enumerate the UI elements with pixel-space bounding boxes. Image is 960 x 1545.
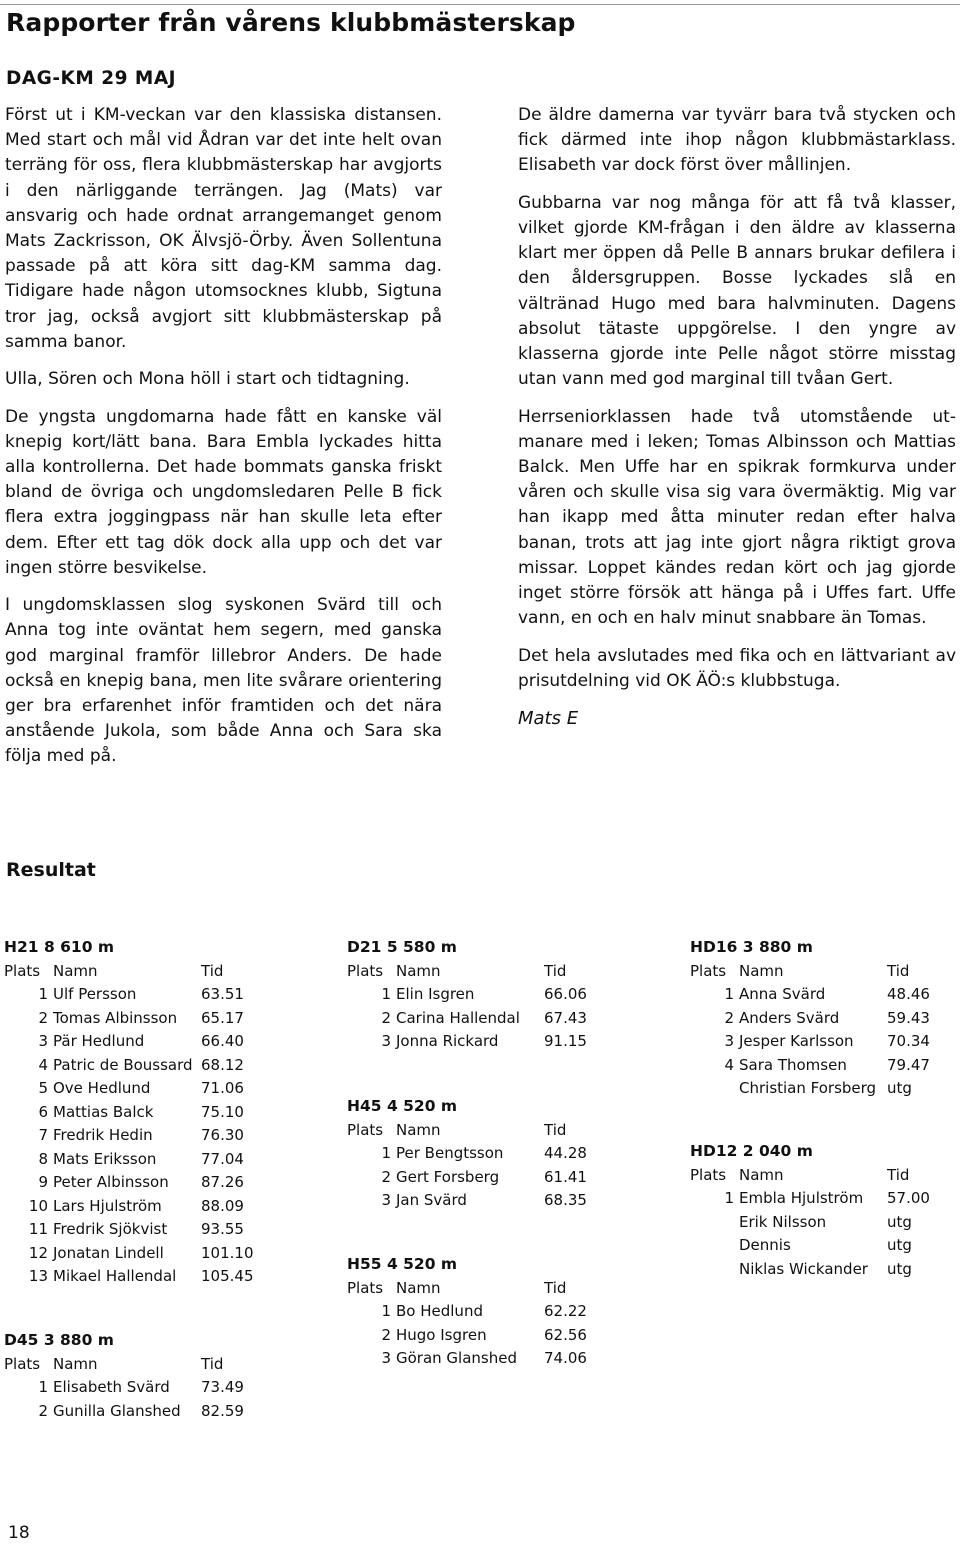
paragraph: De yngsta ungdomarna hade fått en kanske väl knepig kort/lätt bana. Bara Embla lyckades hitta alla kontrollerna. Det hade bommats ganska friskt bland de övriga och ungdomsledaren Pelle B fick flera extra joggingpass när han skulle leta efter dem. Efter ett tag dök dock alla upp och det var ingen större besvikelse. <box>5 406 442 578</box>
name-cell: Elin Isgren <box>396 985 475 1003</box>
place-cell: 4 <box>724 1055 734 1074</box>
table-row <box>4 1400 271 1424</box>
place-cell: 1 <box>724 1189 734 1207</box>
table-row <box>347 1030 614 1054</box>
results-hd16 <box>690 936 957 1101</box>
time-cell: 79.47 <box>887 1055 930 1074</box>
table-row <box>347 1007 614 1031</box>
results-h45 <box>347 1095 614 1213</box>
time-cell: 76.30 <box>201 1126 244 1144</box>
time-cell: 62.56 <box>544 1325 587 1344</box>
name-cell: Göran Glanshed <box>396 1349 517 1367</box>
name-cell: Bo Hedlund <box>396 1302 483 1320</box>
column-header: Namn <box>53 961 98 980</box>
table-row <box>347 1142 614 1166</box>
place-cell <box>690 1077 739 1101</box>
column-header: Tid <box>544 1120 567 1139</box>
name-cell: Jan Svärd <box>396 1191 467 1209</box>
name-cell: Niklas Wickander <box>739 1259 868 1278</box>
place-cell: 12 <box>28 1243 48 1262</box>
table-row <box>4 983 271 1007</box>
results-class-heading: D45 3 880 m <box>4 1331 114 1349</box>
place-cell: 2 <box>381 1167 391 1186</box>
table-row <box>690 1030 957 1054</box>
table-row <box>690 1258 957 1282</box>
place-cell: 13 <box>28 1267 48 1285</box>
time-cell: 66.06 <box>544 985 587 1003</box>
results-table <box>347 1277 614 1371</box>
top-rule <box>0 4 960 5</box>
time-cell: 91.15 <box>544 1032 587 1050</box>
time-cell: 62.22 <box>544 1302 587 1320</box>
name-cell: Dennis <box>739 1236 791 1254</box>
table-row <box>690 983 957 1007</box>
name-cell: Ulf Persson <box>53 985 137 1003</box>
table-row <box>347 1166 614 1190</box>
results-table <box>347 960 614 1054</box>
place-cell: 3 <box>724 1032 734 1050</box>
time-cell: 75.10 <box>201 1102 244 1121</box>
results-class-heading: D21 5 580 m <box>347 938 457 956</box>
paragraph: Det hela avslutades med fika och en lättvariant av prisutdelning vid OK ÄÖ:s klubbstuga. <box>518 645 956 691</box>
table-row <box>4 1195 271 1219</box>
time-cell: 88.09 <box>201 1196 244 1215</box>
results-h55 <box>347 1253 614 1371</box>
results-class-heading: H45 4 520 m <box>347 1097 458 1115</box>
place-cell: 1 <box>38 1378 48 1396</box>
table-header-row <box>690 960 957 984</box>
right-column <box>518 103 956 731</box>
time-cell: utg <box>887 1259 912 1278</box>
time-cell: 44.28 <box>544 1144 587 1162</box>
table-row <box>4 1054 271 1078</box>
name-cell: Elisabeth Svärd <box>53 1378 170 1396</box>
name-cell: Gert Forsberg <box>396 1167 500 1186</box>
left-column <box>5 103 442 782</box>
table-row <box>347 1189 614 1213</box>
time-cell: 65.17 <box>201 1008 244 1027</box>
time-cell: 74.06 <box>544 1349 587 1367</box>
table-header-row <box>347 960 614 984</box>
place-cell: 6 <box>38 1102 48 1121</box>
place-cell: 10 <box>28 1196 48 1215</box>
column-header: Namn <box>53 1354 98 1373</box>
column-header: Plats <box>4 961 41 980</box>
column-header: Namn <box>396 961 441 980</box>
table-header-row <box>347 1277 614 1301</box>
time-cell: 57.00 <box>887 1189 930 1207</box>
column-header: Plats <box>690 1165 727 1184</box>
name-cell: Pär Hedlund <box>53 1032 145 1050</box>
table-row <box>690 1211 957 1235</box>
results-class-heading: HD16 3 880 m <box>690 938 813 956</box>
time-cell: 105.45 <box>201 1267 254 1285</box>
column-header: Namn <box>396 1120 441 1139</box>
table-row <box>690 1007 957 1031</box>
table-row <box>4 1030 271 1054</box>
table-row <box>4 1171 271 1195</box>
time-cell: 66.40 <box>201 1032 244 1050</box>
name-cell: Anders Svärd <box>739 1008 840 1027</box>
name-cell: Lars Hjulström <box>53 1196 162 1215</box>
time-cell: 93.55 <box>201 1220 244 1238</box>
column-header: Namn <box>396 1278 441 1297</box>
paragraph: De äldre damerna var tyvärr bara två stycken och fick därmed inte ihop någon klubbmästarklass. Elisabeth var dock först över mållinjen. <box>518 105 956 176</box>
table-row <box>4 1148 271 1172</box>
place-cell: 3 <box>381 1191 391 1209</box>
time-cell: 82.59 <box>201 1401 244 1420</box>
results-class-heading: H55 4 520 m <box>347 1255 458 1273</box>
table-row <box>4 1218 271 1242</box>
table-row <box>347 1347 614 1371</box>
place-cell: 2 <box>38 1401 48 1420</box>
results-table <box>690 960 957 1101</box>
results-d21 <box>347 936 614 1054</box>
results-h21 <box>4 936 271 1289</box>
results-table <box>4 960 271 1289</box>
name-cell: Tomas Albinsson <box>53 1008 178 1027</box>
name-cell: Mattias Balck <box>53 1102 154 1121</box>
time-cell: utg <box>887 1236 912 1254</box>
name-cell: Gunilla Glanshed <box>53 1401 181 1420</box>
results-table <box>690 1164 957 1282</box>
paragraph: Ulla, Sören och Mona höll i start och tidtagning. <box>5 369 410 390</box>
table-row <box>4 1077 271 1101</box>
page-title: Rapporter från vårens klubbmästerskap <box>6 8 576 37</box>
name-cell: Erik Nilsson <box>739 1212 827 1231</box>
table-row <box>690 1054 957 1078</box>
paragraph: Först ut i KM-veckan var den klassiska distansen. Med start och mål vid Ådran var det inte helt ovan terräng för oss, flera klubbmästerskap har avgjorts i den närliggande terrängen. Jag (Mats) var ansvarig och hade ordnat arrangemanget genom Mats Zackrisson, OK Älvsjö-Örby. Även Sollentuna passade på att köra sitt dag-KM samma dag. Tidigare hade någon utomsocknes klubb, Sigtuna tror jag, också avgjort sitt klubbmästerskap på samma banor. <box>5 105 442 352</box>
paragraph: I ungdomsklassen slog syskonen Svärd till och Anna tog inte oväntat hem segern, med ganska god marginal framför lillebror Anders. De hade också en knepig bana, men lite svårare orientering ger bra erfarenhet inför framtiden och det nära anstående Jukola, som både Anna och Sara ska följa med på. <box>5 595 442 767</box>
place-cell: 4 <box>38 1055 48 1074</box>
signature: Mats E <box>518 708 579 730</box>
name-cell: Per Bengtsson <box>396 1144 504 1162</box>
section-subheading: DAG-KM 29 MAJ <box>6 68 177 89</box>
name-cell: Mats Eriksson <box>53 1149 157 1168</box>
table-row <box>4 1242 271 1266</box>
results-table <box>347 1119 614 1213</box>
paragraph: Herrseniorklassen hade två utomstående utmanare med i leken; Tomas Albinsson och Mattias Balck. Men Uffe har en spikrak formkurva under våren och skulle visa sig vara övermäktig. Mig var han ikapp med åtta minuter redan efter halva banan, trots att jag inte gjort några riktigt grova missar. Loppet kändes redan kört och jag gjorde inget större försök att hänga på i Uffes fart. Uffe vann, en och en halv minut snabbare än Tomas. <box>518 406 956 629</box>
column-header: Tid <box>887 1165 910 1184</box>
page-number: 18 <box>8 1523 30 1543</box>
column-header: Plats <box>347 1120 384 1139</box>
place-cell: 1 <box>724 985 734 1003</box>
place-cell <box>690 1234 739 1258</box>
table-row <box>690 1187 957 1211</box>
results-class-heading: H21 8 610 m <box>4 938 115 956</box>
name-cell: Jonatan Lindell <box>53 1243 164 1262</box>
time-cell: 71.06 <box>201 1079 244 1097</box>
column-header: Namn <box>739 961 784 980</box>
name-cell: Embla Hjulström <box>739 1189 864 1207</box>
table-row <box>4 1007 271 1031</box>
paragraph: Gubbarna var nog många för att få två klasser, vilket gjorde KM-frågan i den äldre av klasserna klart mer öppen då Pelle B annars brukar defilera i den åldersgruppen. Bosse lyckades slå en vältränad Hugo med bara halvminuten. Dagens absolut tätaste uppgörelse. I den yngre av klasserna gjorde inte Pelle något större misstag utan vann med god marginal till tvåan Gert. <box>518 192 956 390</box>
time-cell: 59.43 <box>887 1008 930 1027</box>
table-header-row <box>4 960 271 984</box>
table-header-row <box>347 1119 614 1143</box>
name-cell: Jonna Rickard <box>396 1032 499 1050</box>
place-cell: 1 <box>38 985 48 1003</box>
name-cell: Carina Hallendal <box>396 1008 520 1027</box>
time-cell: 101.10 <box>201 1243 254 1262</box>
place-cell: 2 <box>724 1008 734 1027</box>
column-header: Tid <box>201 961 224 980</box>
place-cell: 3 <box>381 1349 391 1367</box>
name-cell: Fredrik Sjökvist <box>53 1220 168 1238</box>
time-cell: 48.46 <box>887 985 930 1003</box>
table-row <box>4 1124 271 1148</box>
table-row <box>347 983 614 1007</box>
name-cell: Patric de Boussard <box>53 1055 193 1074</box>
time-cell: 77.04 <box>201 1149 244 1168</box>
time-cell: 68.35 <box>544 1191 587 1209</box>
column-header: Plats <box>347 1278 384 1297</box>
time-cell: 70.34 <box>887 1032 930 1050</box>
place-cell: 2 <box>381 1008 391 1027</box>
name-cell: Mikael Hallendal <box>53 1267 177 1285</box>
column-header: Plats <box>347 961 384 980</box>
column-header: Plats <box>4 1354 41 1373</box>
table-row <box>690 1234 957 1258</box>
time-cell: utg <box>887 1212 912 1231</box>
place-cell: 9 <box>38 1173 48 1191</box>
table-header-row <box>690 1164 957 1188</box>
place-cell: 1 <box>381 1144 391 1162</box>
place-cell: 1 <box>381 985 391 1003</box>
column-header: Plats <box>690 961 727 980</box>
place-cell: 3 <box>381 1032 391 1050</box>
name-cell: Fredrik Hedin <box>53 1126 153 1144</box>
results-class-heading: HD12 2 040 m <box>690 1142 813 1160</box>
table-header-row <box>4 1353 271 1377</box>
time-cell: 63.51 <box>201 985 244 1003</box>
column-header: Tid <box>201 1354 224 1373</box>
place-cell: 11 <box>28 1220 48 1238</box>
name-cell: Jesper Karlsson <box>739 1032 854 1050</box>
place-cell: 1 <box>381 1302 391 1320</box>
results-d45 <box>4 1329 271 1423</box>
time-cell: 61.41 <box>544 1167 587 1186</box>
place-cell: 2 <box>381 1325 391 1344</box>
name-cell: Ove Hedlund <box>53 1079 151 1097</box>
name-cell: Sara Thomsen <box>739 1055 847 1074</box>
table-row <box>690 1077 957 1101</box>
name-cell: Christian Forsberg <box>739 1079 877 1097</box>
name-cell: Peter Albinsson <box>53 1173 169 1191</box>
name-cell: Hugo Isgren <box>396 1325 487 1344</box>
results-table <box>4 1353 271 1424</box>
column-header: Namn <box>739 1165 784 1184</box>
table-row <box>4 1265 271 1289</box>
place-cell: 3 <box>38 1032 48 1050</box>
name-cell: Anna Svärd <box>739 985 826 1003</box>
place-cell: 5 <box>38 1079 48 1097</box>
place-cell: 7 <box>38 1126 48 1144</box>
time-cell: 67.43 <box>544 1008 587 1027</box>
column-header: Tid <box>887 961 910 980</box>
table-row <box>4 1376 271 1400</box>
time-cell: 73.49 <box>201 1378 244 1396</box>
table-row <box>347 1300 614 1324</box>
time-cell: 87.26 <box>201 1173 244 1191</box>
time-cell: utg <box>887 1079 912 1097</box>
results-heading: Resultat <box>6 859 96 881</box>
place-cell <box>690 1258 739 1282</box>
table-row <box>347 1324 614 1348</box>
table-row <box>4 1101 271 1125</box>
time-cell: 68.12 <box>201 1055 244 1074</box>
column-header: Tid <box>544 1278 567 1297</box>
place-cell <box>690 1211 739 1235</box>
place-cell: 2 <box>38 1008 48 1027</box>
results-hd12 <box>690 1140 957 1281</box>
column-header: Tid <box>544 961 567 980</box>
place-cell: 8 <box>38 1149 48 1168</box>
